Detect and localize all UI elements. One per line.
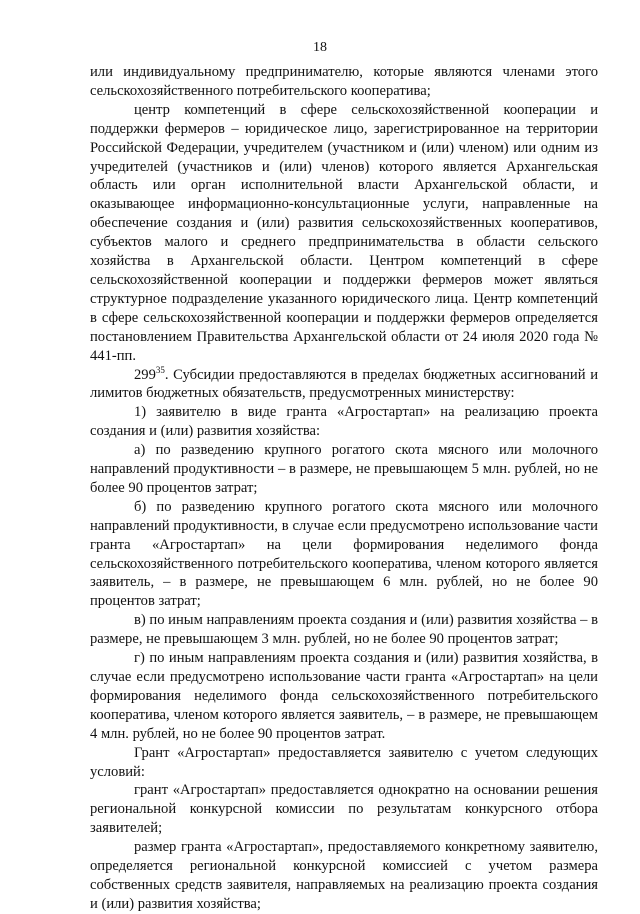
item-text: . Субсидии предоставляются в пределах бюджетных ассигнований и лимитов бюджетных обязательств, предусмотренных министерству:: [90, 366, 598, 402]
paragraph-grant-once: грант «Агростартап» предоставляется однократно на основании решения региональной конкурсной комиссии по результатам конкурсного отбора заявителей;: [90, 782, 598, 837]
paragraph-subitem-v: в) по иным направлениям проекта создания и (или) развития хозяйства – в размере, не превышающем 3 млн. рублей, но не более 90 процентов затрат;: [90, 612, 598, 648]
paragraph-continuation: или индивидуальному предпринимателю, которые являются членами этого сельскохозяйственного потребительского кооператива;: [90, 64, 598, 99]
paragraph-grant-size: размер гранта «Агростартап», предоставляемого конкретному заявителю, определяется региональной конкурсной комиссией с учетом размера собственных средств заявителя, направляемых на реализацию проекта создания и (или) развития хозяйства;: [90, 839, 598, 912]
item-number-superscript: 35: [155, 364, 165, 375]
document-body: [90, 63, 598, 914]
paragraph-subitem-a: а) по разведению крупного рогатого скота мясного или молочного направлений продуктивности – в размере, не превышающем 5 млн. рублей, но не более 90 процентов затрат;: [90, 442, 598, 496]
paragraph-subitem-b: б) по разведению крупного рогатого скота мясного или молочного направлений продуктивности, в случае если предусмотрено использование части гранта «Агростартап» на цели формирования неделимого фонда сельскохозяйственного потребительского кооператива, членом которого является заявитель, – в размере, не превышающем 6 млн. рублей, но не более 90 процентов затрат;: [90, 498, 598, 610]
paragraph-subitem-1: 1) заявителю в виде гранта «Агростартап» на реализацию проекта создания и (или) развития хозяйства:: [90, 404, 598, 440]
page-number: 18: [313, 40, 327, 55]
paragraph-item-299: [90, 366, 598, 404]
paragraph-subitem-g: г) по иным направлениям проекта создания и (или) развития хозяйства, в случае если предусмотрено использование части гранта «Агростартап» на цели формирования неделимого фонда сельскохозяйственного потребительского кооператива, членом которого является заявитель, – в размере, не превышающем 4 млн. рублей, но не более 90 процентов затрат.: [90, 650, 598, 742]
item-number: 299: [134, 366, 156, 383]
paragraph-grant-conditions: Грант «Агростартап» предоставляется заявителю с учетом следующих условий:: [90, 744, 598, 780]
paragraph-competence-center-definition: центр компетенций в сфере сельскохозяйственной кооперации и поддержки фермеров – юридическое лицо, зарегистрированное на территории Российской Федерации, учредителем (участником и (или) членом) или одним из учредителей (участников и (или) членов) которого является Архангельская область или орган исполнительной власти Архангельской области, и оказывающее информационно-консультационные услуги, направленные на обеспечение создания и (или) развития сельскохозяйственных кооперативов, субъектов малого и среднего предпринимательства в области сельского хозяйства в Архангельской области. Центром компетенций в сфере сельскохозяйственной кооперации и поддержки фермеров может являться структурное подразделение указанного юридического лица. Центр компетенций в сфере сельскохозяйственной кооперации и поддержки фермеров определяется постановлением Правительства Архангельской области от 24 июля 2020 года № 441-пп.: [90, 101, 598, 364]
